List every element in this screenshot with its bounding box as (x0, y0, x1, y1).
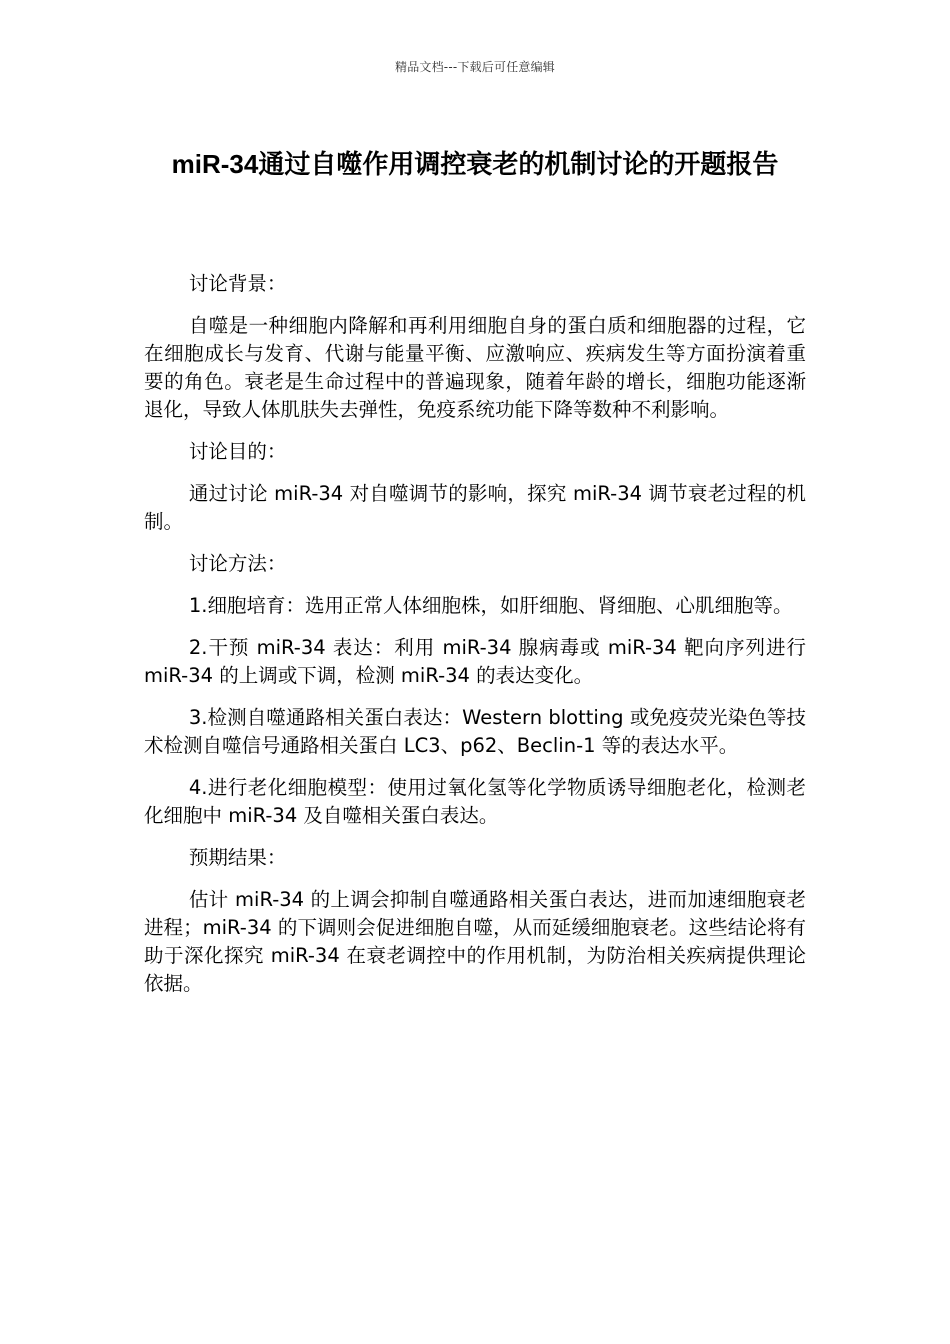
section-heading-purpose: 讨论目的： (188, 440, 287, 463)
paragraph-expected-results: 估计 miR-34 的上调会抑制自噬通路相关蛋白表达，进而加速细胞衰老进程；miR-34 的下调则会促进细胞自噬，从而延缓细胞衰老。这些结论将有助于深化探究 miR-34 在衰老调控中的作用机制，为防治相关疾病提供理论依据。 (144, 888, 806, 995)
method-item-4: 4.进行老化细胞模型：使用过氧化氢等化学物质诱导细胞老化，检测老化细胞中 miR-34 及自噬相关蛋白表达。 (144, 776, 806, 827)
header-note: 精品文档---下载后可任意编辑 (395, 60, 555, 74)
section-heading-expected-results: 预期结果： (188, 846, 287, 869)
section-heading-methods: 讨论方法： (188, 552, 287, 575)
method-item-3: 3.检测自噬通路相关蛋白表达：Western blotting 或免疫荧光染色等技术检测自噬信号通路相关蛋白 LC3、p62、Beclin-1 等的表达水平。 (144, 706, 806, 757)
method-item-2: 2.干预 miR-34 表达：利用 miR-34 腺病毒或 miR-34 靶向序列进行 miR-34 的上调或下调，检测 miR-34 的表达变化。 (144, 636, 806, 687)
paragraph-background: 自噬是一种细胞内降解和再利用细胞自身的蛋白质和细胞器的过程，它在细胞成长与发育、代谢与能量平衡、应激响应、疾病发生等方面扮演着重要的角色。衰老是生命过程中的普遍现象，随着年龄的增长，细胞功能逐渐退化，导致人体肌肤失去弹性，免疫系统功能下降等数种不利影响。 (144, 314, 806, 421)
paragraph-purpose: 通过讨论 miR-34 对自噬调节的影响，探究 miR-34 调节衰老过程的机制。 (144, 482, 806, 533)
method-item-1: 1.细胞培育：选用正常人体细胞株，如肝细胞、肾细胞、心肌细胞等。 (188, 594, 793, 617)
section-heading-background: 讨论背景： (188, 272, 287, 295)
document-title: miR-34通过自噬作用调控衰老的机制讨论的开题报告 (171, 149, 779, 179)
document-body (144, 270, 806, 1012)
